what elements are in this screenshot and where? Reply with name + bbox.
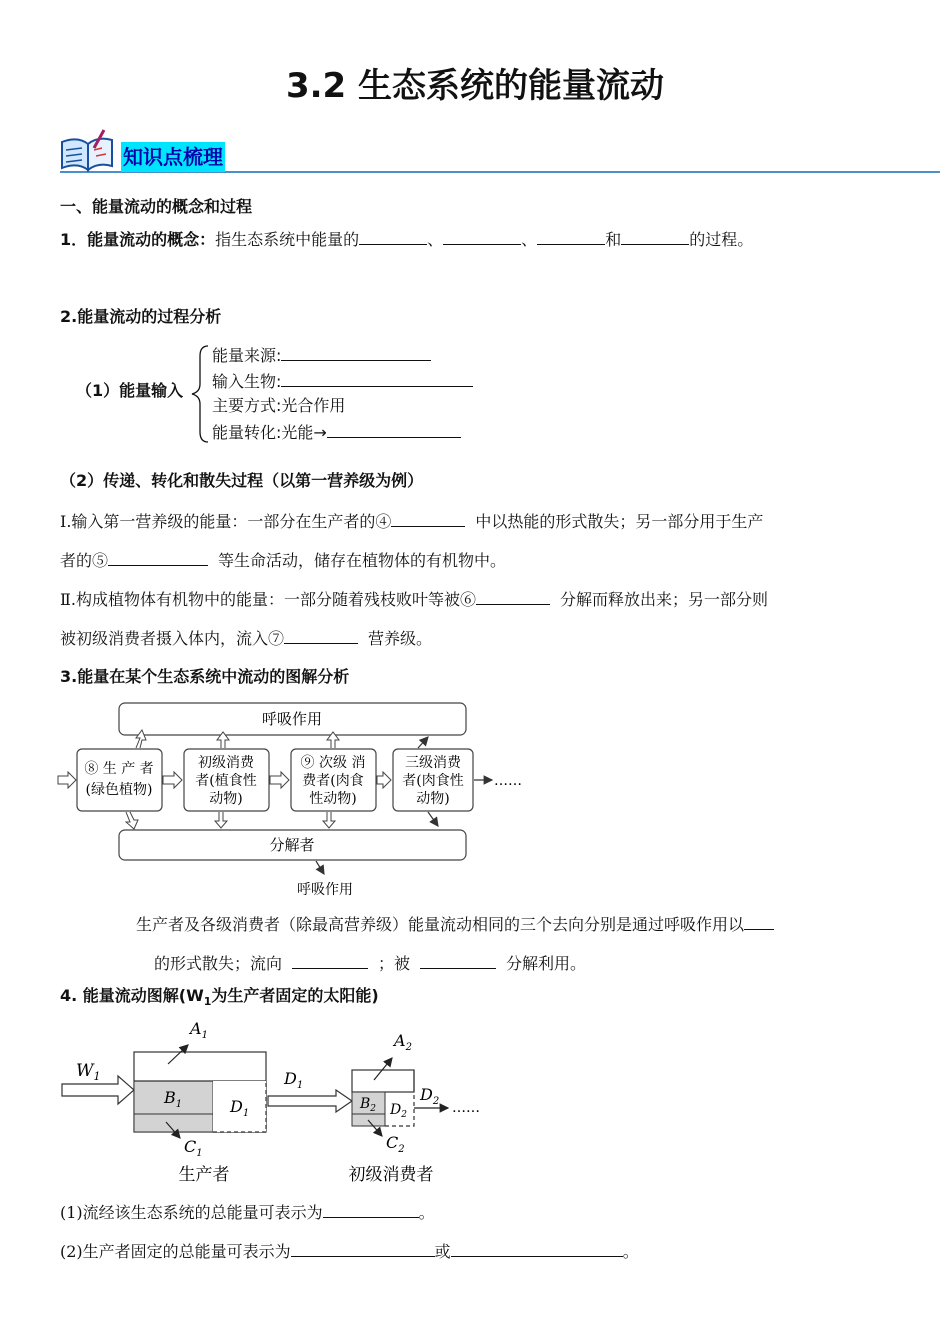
- paragraph-1a: Ⅰ.输入第一营养级的能量：一部分在生产者的④ 中以热能的形式散失；另一部分用于生产: [60, 512, 764, 531]
- page-title: 3.2 生态系统的能量流动: [285, 66, 665, 106]
- blank-4-circle[interactable]: [391, 510, 465, 527]
- producer-box: [77, 749, 162, 811]
- a1-label: $A_1$: [190, 1019, 208, 1041]
- secondary-line-2: 费者(肉食: [302, 773, 364, 789]
- blank-source[interactable]: [281, 344, 431, 361]
- d1-arrow-icon: [268, 1090, 352, 1112]
- primary-line-2: 者(植食性: [195, 773, 257, 789]
- separator: 、: [521, 230, 538, 249]
- up-arrow-icon: [418, 737, 428, 748]
- w1-label: $W_1$: [76, 1061, 101, 1083]
- blank-5-circle[interactable]: [108, 549, 208, 566]
- blank-1[interactable]: [359, 228, 427, 245]
- d1-label: $D_1$: [284, 1069, 304, 1091]
- section-banner: 知识点梳理: [121, 142, 225, 172]
- blank-form[interactable]: [744, 913, 774, 930]
- c1-region: [134, 1114, 213, 1132]
- b2-label: $B_2$: [360, 1096, 377, 1114]
- section4-heading: 4. 能量流动图解($W_1$为生产者固定的太阳能): [60, 986, 379, 1009]
- section1-heading: 一、能量流动的概念和过程: [60, 197, 253, 216]
- concept-tail: 的过程。: [689, 230, 754, 249]
- energy-flow-diagram: [56, 700, 536, 900]
- conjunction: 和: [605, 230, 622, 249]
- blank-total-energy[interactable]: [323, 1201, 419, 1218]
- flow-arrow-icon: [377, 772, 391, 788]
- decomposer-respiration-arrow: [316, 861, 324, 874]
- d2-label: $D_2$: [420, 1085, 440, 1107]
- blank-fixed-energy-2[interactable]: [451, 1240, 623, 1257]
- consumer-caption: 初级消费者: [348, 1165, 434, 1185]
- down-arrow-icon: [126, 812, 138, 829]
- blank-conversion[interactable]: [327, 421, 461, 438]
- tertiary-line-1: 三级消费: [405, 755, 461, 771]
- chart-ellipsis: ……: [452, 1100, 480, 1116]
- blank-4[interactable]: [621, 228, 689, 245]
- decomposer-respiration-label: 呼吸作用: [297, 882, 353, 898]
- question-2: (2)生产者固定的总能量可表示为 或 。: [60, 1242, 639, 1261]
- concept-label: 1．能量流动的概念：: [60, 230, 216, 249]
- blank-2[interactable]: [443, 228, 521, 245]
- producer-caption: 生产者: [178, 1165, 230, 1185]
- c1-label: $C_1$: [184, 1137, 203, 1159]
- input-arrow-icon: [58, 772, 76, 788]
- section2-heading: 2.能量流动的过程分析: [60, 307, 222, 326]
- diagram-question-2: 的形式散失；流向 ；被 分解利用。: [154, 954, 587, 973]
- brace-icon: [190, 344, 212, 444]
- blank-7-circle[interactable]: [284, 627, 358, 644]
- flow-arrow-icon: [163, 772, 182, 788]
- paragraph-2b: 被初级消费者摄入体内，流入⑦ 营养级。: [60, 629, 433, 648]
- section3-heading: 3.能量在某个生态系统中流动的图解分析: [60, 667, 350, 686]
- sub2-heading: （2）传递、转化和散失过程（以第一营养级为例）: [60, 471, 424, 490]
- paragraph-2a: Ⅱ.构成植物体有机物中的能量：一部分随着残枝败叶等被⑥ 分解而释放出来；另一部分则: [60, 590, 768, 609]
- blank-3[interactable]: [537, 228, 605, 245]
- energy-flow-chart: [56, 1018, 496, 1188]
- blank-decomposed-by[interactable]: [420, 952, 496, 969]
- a2-label: $A_2$: [394, 1031, 412, 1053]
- paragraph-1b: 者的⑤ 等生命活动，储存在植物体的有机物中。: [60, 551, 507, 570]
- primary-line-3: 动物): [209, 791, 243, 807]
- energy-input-label: （1）能量输入: [76, 381, 184, 400]
- blank-6-circle[interactable]: [476, 588, 550, 605]
- blank-flow-to[interactable]: [292, 952, 368, 969]
- secondary-line-1: ⑨ 次级 消: [300, 755, 366, 771]
- blank-fixed-energy-1[interactable]: [291, 1240, 435, 1257]
- concept-line: [60, 228, 753, 251]
- b1-label: $B_1$: [164, 1088, 183, 1110]
- tertiary-line-2: 者(肉食性: [402, 773, 464, 789]
- brace-item-organism: 输入生物:: [212, 370, 473, 393]
- consumer-top-block: [352, 1070, 414, 1092]
- blank-organism[interactable]: [281, 370, 473, 387]
- question-1: (1)流经该生态系统的总能量可表示为 。: [60, 1203, 435, 1222]
- producer-line-1: ⑧ 生 产 者: [84, 761, 154, 777]
- down-arrow-icon: [323, 812, 335, 828]
- flow-arrow-icon: [270, 772, 289, 788]
- respiration-top-label: 呼吸作用: [261, 710, 323, 728]
- d2-inner-label: $D_2$: [390, 1102, 407, 1120]
- down-arrow-icon: [215, 812, 227, 828]
- d1-inner-label: $D_1$: [230, 1097, 250, 1119]
- decomposer-label: 分解者: [269, 836, 315, 854]
- secondary-line-3: 性动物): [309, 791, 357, 807]
- brace-item-source: 能量来源:: [212, 344, 431, 367]
- tertiary-line-3: 动物): [416, 791, 450, 807]
- brace-item-conversion: 能量转化:光能→: [212, 421, 461, 444]
- diagram-ellipsis: ……: [494, 773, 522, 789]
- separator: 、: [427, 230, 444, 249]
- book-pencil-icon: [58, 128, 118, 174]
- diagram-question-1: 生产者及各级消费者（除最高营养级）能量流动相同的三个去向分别是通过呼吸作用以: [136, 913, 774, 936]
- brace-item-method: 主要方式:光合作用: [212, 396, 346, 415]
- primary-line-1: 初级消费: [198, 755, 254, 771]
- c2-label: $C_2$: [386, 1133, 405, 1155]
- down-arrow-icon: [428, 812, 438, 826]
- producer-line-2: (绿色植物): [85, 782, 153, 798]
- concept-text: 指生态系统中能量的: [215, 230, 360, 249]
